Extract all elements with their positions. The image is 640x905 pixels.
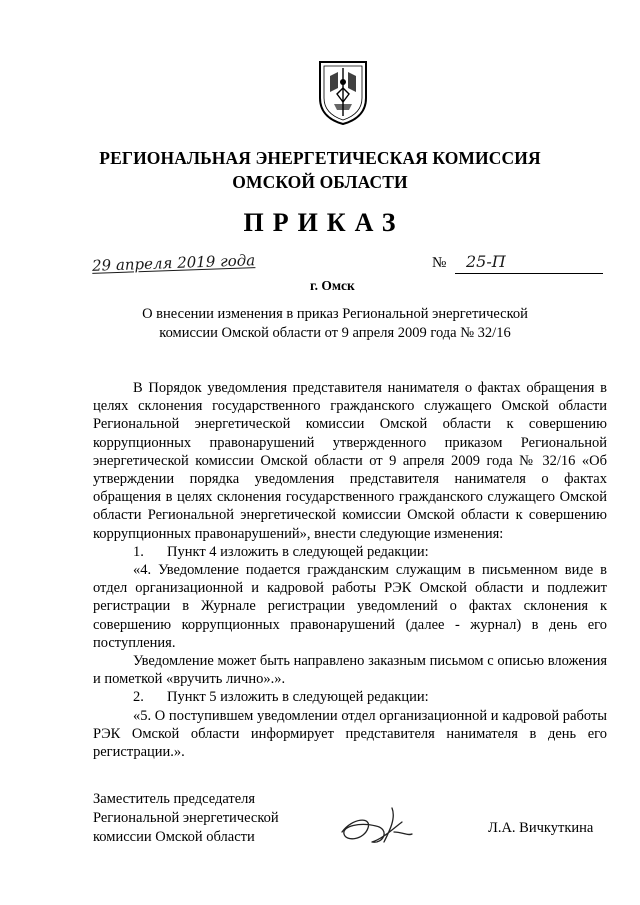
document-body [93, 379, 607, 761]
item-text: Пункт 5 изложить в следующей редакции: [167, 689, 429, 706]
coat-of-arms-icon [316, 58, 370, 126]
handwritten-number: 25-П [466, 252, 506, 271]
signature-icon [332, 798, 422, 858]
intro-paragraph: В Порядок уведомления представителя нанимателя о фактах обращения в целях склонения государственного гражданского служащего Омской области Региональной энергетической комиссии Омской области к совершению коррупционных правонарушений утвержденного приказом Региональной энергетической комиссии Омской области от 9 апреля 2009 года № 32/16 «Об утверждении порядка уведомления представителя нанимателя о фактах обращения в целях склонения государственного гражданского служащего Омской области Региональной энергетической комиссии Омской области к совершению коррупционных правонарушений», внести следующие изменения: [93, 380, 607, 542]
number-label: № [432, 255, 447, 271]
position-line: Заместитель председателя [93, 791, 256, 807]
list-item [93, 543, 607, 561]
quoted-paragraph: «4. Уведомление подается гражданским служащим в письменном виде в отдел организационной и кадровой работы РЭК Омской области и подлежит регистрации в Журнале регистрации уведомлений о фактах склонения к совершению коррупционных правонарушений (далее - журнал) в день его поступления. [93, 562, 607, 651]
signatory-position [93, 790, 279, 847]
position-line: комиссии Омской области [93, 829, 255, 845]
quoted-paragraph: Уведомление может быть направлено заказным письмом с описью вложения и пометкой «вручить лично».». [93, 653, 607, 688]
organization-name-line1: РЕГИОНАЛЬНАЯ ЭНЕРГЕТИЧЕСКАЯ КОМИССИЯ [99, 148, 541, 168]
organization-name-line2: ОМСКОЙ ОБЛАСТИ [232, 172, 408, 192]
city-label: г. Омск [310, 278, 355, 293]
list-item [93, 688, 607, 706]
item-number: 2. [133, 689, 144, 706]
item-number: 1. [133, 543, 144, 560]
item-text: Пункт 4 изложить в следующей редакции: [167, 543, 429, 560]
position-line: Региональной энергетической [93, 810, 279, 826]
signatory-name: Л.А. Вичкуткина [488, 820, 594, 836]
quoted-paragraph: «5. О поступившем уведомлении отдел организационной и кадровой работы РЭК Омской области информирует представителя нанимателя в день его регистрации.». [93, 707, 607, 761]
number-underline [455, 273, 603, 274]
handwritten-date: 29 апреля 2019 года [91, 251, 256, 275]
document-subject: О внесении изменения в приказ Региональной энергетической комиссии Омской области от 9 апреля 2009 года № 32/16 [142, 306, 528, 341]
document-title: ПРИКАЗ [243, 208, 405, 237]
